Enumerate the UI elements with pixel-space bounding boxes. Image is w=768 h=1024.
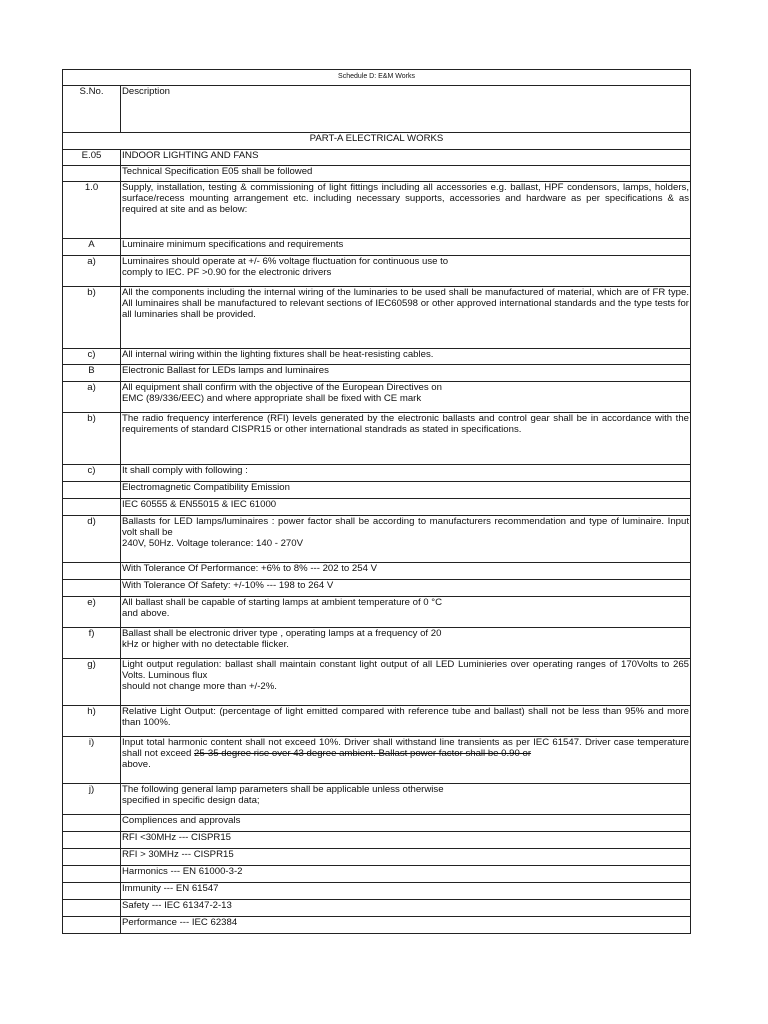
row-description <box>121 628 691 659</box>
row-description <box>121 287 691 349</box>
row-number: f) <box>63 628 121 659</box>
table-row <box>63 628 691 659</box>
row-description <box>121 239 691 256</box>
table-row <box>63 287 691 349</box>
row-number: 1.0 <box>63 182 121 239</box>
spec-table <box>62 69 691 934</box>
row-description <box>121 150 691 166</box>
description-line: comply to IEC. PF >0.90 for the electronic drivers <box>122 267 332 279</box>
row-number <box>63 917 121 934</box>
description-line: INDOOR LIGHTING AND FANS <box>122 150 259 161</box>
row-number <box>63 499 121 516</box>
row-description <box>121 563 691 580</box>
description-line: specified in specific design data; <box>122 795 260 807</box>
row-number: a) <box>63 256 121 287</box>
table-row <box>63 832 691 849</box>
row-number <box>63 883 121 900</box>
table-row <box>63 659 691 706</box>
description-line: Performance --- IEC 62384 <box>122 917 238 928</box>
description-line: and above. <box>122 608 170 620</box>
row-number <box>63 849 121 866</box>
row-number: b) <box>63 287 121 349</box>
table-row <box>63 166 691 182</box>
table-row <box>63 349 691 365</box>
table-row <box>63 849 691 866</box>
table-row <box>63 482 691 499</box>
schedule-row <box>63 70 691 86</box>
row-description <box>121 849 691 866</box>
struck-text: 25-35 degree rise over 43 degree ambient. Ballast power factor shall be 0.90 or <box>194 748 532 760</box>
row-description <box>121 706 691 737</box>
row-description <box>121 482 691 499</box>
row-description <box>121 883 691 900</box>
table-row <box>63 917 691 934</box>
table-row <box>63 256 691 287</box>
description-line: Immunity --- EN 61547 <box>122 883 219 894</box>
table-row <box>63 150 691 166</box>
description-line: above. <box>122 759 151 771</box>
row-number <box>63 482 121 499</box>
row-description <box>121 499 691 516</box>
description-line: All internal wiring within the lighting fixtures shall be heat-resisting cables. <box>122 349 434 360</box>
description-line: Input total harmonic content shall not exceed 10%. Driver shall withstand line transients as per IEC 61547. Driver case temperature shall not exceed <box>122 737 689 760</box>
description-line: Supply, installation, testing & commissioning of light fittings including all accessories e.g. ballast, HPF condensors, lamps, holders, surface/recess mounting arrangement etc. including necessary supports, accessories and hardware as per specifications & as required at site and as below: <box>122 182 689 216</box>
row-description <box>121 659 691 706</box>
description-line: should not change more than +/-2%. <box>122 681 277 693</box>
row-number: c) <box>63 465 121 482</box>
table-row <box>63 382 691 413</box>
row-description <box>121 256 691 287</box>
row-number: g) <box>63 659 121 706</box>
row-description <box>121 465 691 482</box>
row-description <box>121 917 691 934</box>
table-row <box>63 597 691 628</box>
row-number: h) <box>63 706 121 737</box>
table-row <box>63 737 691 784</box>
description-line: RFI > 30MHz --- CISPR15 <box>122 849 234 860</box>
table-row <box>63 182 691 239</box>
row-number: c) <box>63 349 121 365</box>
row-number: d) <box>63 516 121 563</box>
row-number: a) <box>63 382 121 413</box>
row-number <box>63 563 121 580</box>
row-description <box>121 182 691 239</box>
description-line: Compliences and approvals <box>122 815 241 826</box>
description-line: All the components including the internal wiring of the luminaries to be used shall be manufactured of material, which are of FR type. All luminaires shall be manufactured to relevant sections of IEC60598 or other approved international standards and the type tests for all luminaries shall be provided. <box>122 287 689 321</box>
table-row <box>63 784 691 815</box>
row-description <box>121 900 691 917</box>
description-line: Relative Light Output: (percentage of light emitted compared with reference tube and ballast) shall not be less than 95% and more than 100%. <box>122 706 689 729</box>
description-line: Technical Specification E05 shall be followed <box>122 166 313 177</box>
column-header-description: Description <box>121 86 691 133</box>
part-row <box>63 133 691 150</box>
description-line: Ballasts for LED lamps/luminaires : power factor shall be according to manufacturers recommendation and type of luminaire. Input volt shall be <box>122 516 689 539</box>
description-line: Safety --- IEC 61347-2-13 <box>122 900 232 911</box>
part-title: PART-A ELECTRICAL WORKS <box>63 133 691 150</box>
table-row <box>63 239 691 256</box>
table-row <box>63 580 691 597</box>
row-description <box>121 580 691 597</box>
description-line: RFI <30MHz --- CISPR15 <box>122 832 232 843</box>
description-line: It shall comply with following : <box>122 465 248 476</box>
table-row <box>63 563 691 580</box>
table-row <box>63 815 691 832</box>
row-description <box>121 866 691 883</box>
row-number <box>63 832 121 849</box>
table-row <box>63 413 691 465</box>
row-number <box>63 815 121 832</box>
row-number: b) <box>63 413 121 465</box>
description-line: Ballast shall be electronic driver type , operating lamps at a frequency of 20 <box>122 628 442 639</box>
description-line: EMC (89/336/EEC) and where appropriate shall be fixed with CE mark <box>122 393 422 405</box>
row-number: e) <box>63 597 121 628</box>
description-line: Luminaire minimum specifications and requirements <box>122 239 344 250</box>
description-line: Light output regulation: ballast shall maintain constant light output of all LED Luminieries over operating ranges of 170Volts to 265 Volts. Luminous flux <box>122 659 689 682</box>
schedule-title: Schedule D: E&M Works <box>63 70 691 86</box>
table-row <box>63 706 691 737</box>
description-line: kHz or higher with no detectable flicker. <box>122 639 289 651</box>
row-number <box>63 166 121 182</box>
row-number: A <box>63 239 121 256</box>
row-description <box>121 349 691 365</box>
table-row <box>63 365 691 382</box>
description-line: With Tolerance Of Safety: +/-10% --- 198 to 264 V <box>122 580 334 591</box>
row-description <box>121 516 691 563</box>
row-description <box>121 784 691 815</box>
header-row <box>63 86 691 133</box>
row-number <box>63 580 121 597</box>
table-row <box>63 883 691 900</box>
description-line: Harmonics --- EN 61000-3-2 <box>122 866 243 877</box>
row-number <box>63 900 121 917</box>
row-description <box>121 832 691 849</box>
description-line: Electromagnetic Compatibility Emission <box>122 482 290 493</box>
row-description <box>121 413 691 465</box>
description-line: Luminaires should operate at +/- 6% voltage fluctuation for continuous use to <box>122 256 449 267</box>
row-description <box>121 597 691 628</box>
table-row <box>63 465 691 482</box>
row-number: j) <box>63 784 121 815</box>
table-row <box>63 900 691 917</box>
row-description <box>121 365 691 382</box>
row-number: i) <box>63 737 121 784</box>
table-row <box>63 499 691 516</box>
row-number <box>63 866 121 883</box>
description-line: All ballast shall be capable of starting lamps at ambient temperature of 0 °C <box>122 597 443 608</box>
description-line: All equipment shall confirm with the objective of the European Directives on <box>122 382 442 393</box>
row-description <box>121 382 691 413</box>
table-row <box>63 866 691 883</box>
description-line: Electronic Ballast for LEDs lamps and luminaires <box>122 365 329 376</box>
description-line: The following general lamp parameters shall be applicable unless otherwise <box>122 784 444 795</box>
row-number: B <box>63 365 121 382</box>
description-line: With Tolerance Of Performance: +6% to 8% --- 202 to 254 V <box>122 563 377 574</box>
row-description <box>121 737 691 784</box>
description-line: IEC 60555 & EN55015 & IEC 61000 <box>122 499 277 510</box>
column-header-sno: S.No. <box>63 86 121 133</box>
row-number: E.05 <box>63 150 121 166</box>
description-line: 240V, 50Hz. Voltage tolerance: 140 - 270V <box>122 538 303 550</box>
row-description <box>121 815 691 832</box>
table-row <box>63 516 691 563</box>
description-line: The radio frequency interference (RFI) levels generated by the electronic ballasts and control gear shall be in accordance with the requirements of standard CISPR15 or other international standrads as stated in specifications. <box>122 413 689 436</box>
row-description <box>121 166 691 182</box>
